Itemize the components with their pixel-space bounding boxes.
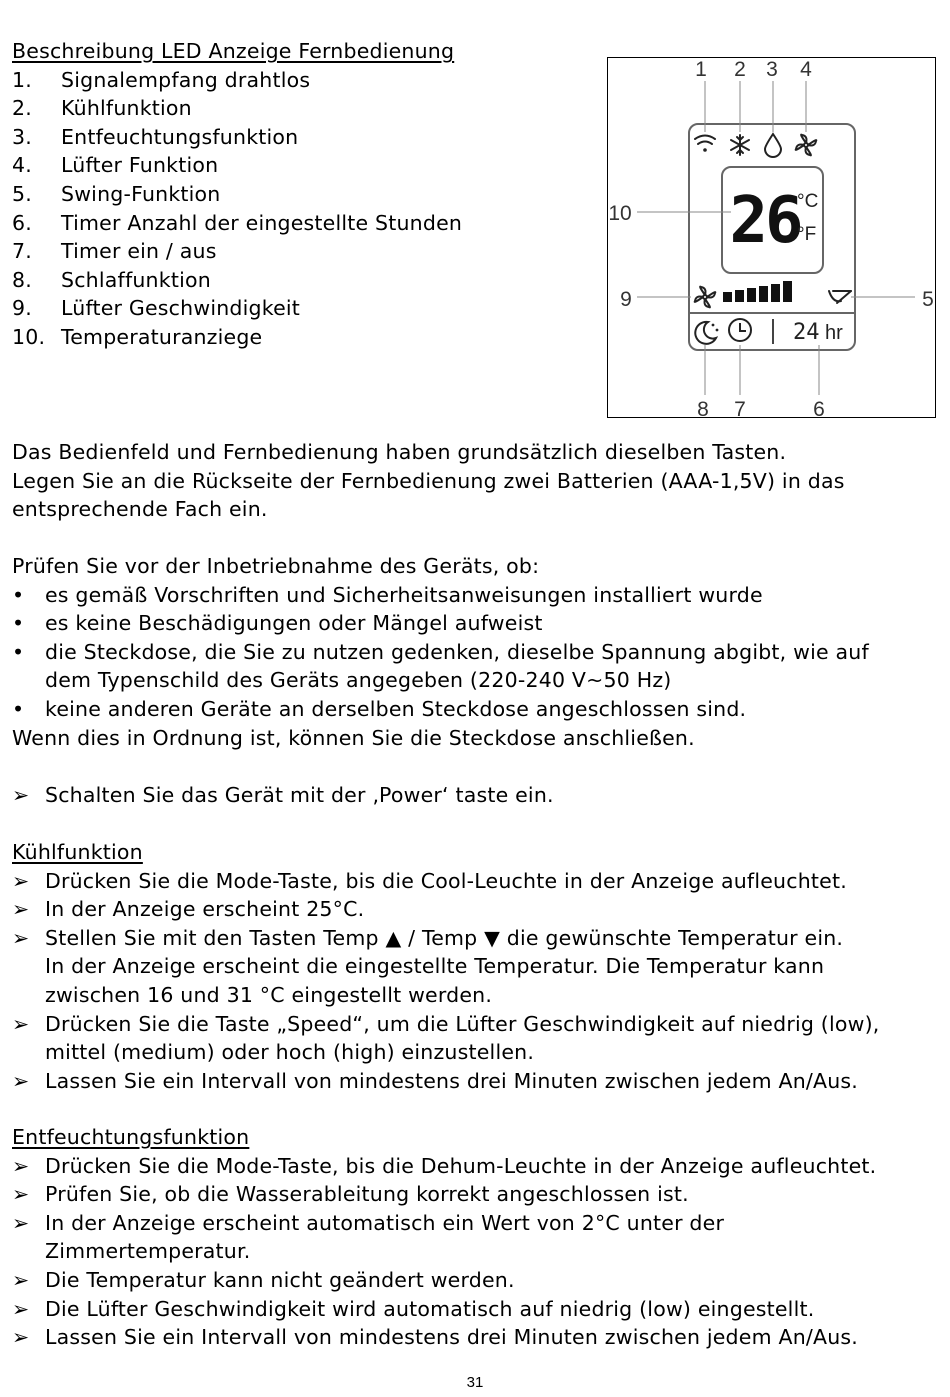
callout-8: 8 xyxy=(697,398,709,418)
checklist-item: • keine anderen Geräte an derselben Steckdose angeschlossen sind. xyxy=(12,695,869,724)
callout-6: 6 xyxy=(813,398,825,418)
temperature-readout: 26 xyxy=(729,184,801,258)
arrow-bullet-icon: ➢ xyxy=(12,1267,30,1292)
bullet-icon: • xyxy=(12,611,25,636)
callout-10: 10 xyxy=(608,202,632,225)
dehum-step: ➢ Die Lüfter Geschwindigkeit wird automatisch auf niedrig (low) eingestellt. xyxy=(12,1295,876,1324)
dehum-step: ➢ In der Anzeige erscheint automatisch ein Wert von 2°C unter der xyxy=(12,1209,876,1238)
cooling-heading: Kühlfunktion xyxy=(12,840,143,864)
callout-2: 2 xyxy=(734,58,746,81)
legend-item: 2. Kühlfunktion xyxy=(12,96,192,121)
arrow-bullet-icon: ➢ xyxy=(12,868,30,893)
checklist-item-continued: dem Typenschild des Geräts angegeben (220-240 V~50 Hz) xyxy=(45,668,672,693)
dehum-section xyxy=(12,1123,876,1352)
checklist-intro: Prüfen Sie vor der Inbetriebnahme des Geräts, ob: xyxy=(12,554,540,578)
legend-item: 10. Temperaturanziege xyxy=(12,324,263,349)
cooling-section xyxy=(12,838,880,1095)
arrow-bullet-icon: ➢ xyxy=(12,1325,30,1350)
legend-section xyxy=(12,37,462,352)
dehum-step: ➢ Prüfen Sie, ob die Wasserableitung korrekt angeschlossen ist. xyxy=(12,1180,876,1209)
legend-heading: Beschreibung LED Anzeige Fernbedienung xyxy=(12,39,455,63)
timer-unit: hr xyxy=(825,322,843,344)
legend-item: 7. Timer ein / aus xyxy=(12,239,217,264)
arrow-bullet-icon: ➢ xyxy=(12,1068,30,1093)
callout-3: 3 xyxy=(766,58,778,81)
bullet-icon: • xyxy=(12,582,25,607)
legend-item: 9. Lüfter Geschwindigkeit xyxy=(12,296,301,321)
cooling-step: ➢ Lassen Sie ein Intervall von mindestens drei Minuten zwischen jedem An/Aus. xyxy=(12,1067,880,1096)
intro-line: entsprechende Fach ein. xyxy=(12,497,268,522)
arrow-bullet-icon: ➢ xyxy=(12,1011,30,1036)
checklist-outro: Wenn dies in Ordnung ist, können Sie die Steckdose anschließen. xyxy=(12,725,695,750)
legend-item: 6. Timer Anzahl der eingestellte Stunden xyxy=(12,210,463,235)
legend-item: 8. Schlaffunktion xyxy=(12,267,211,292)
checklist-section xyxy=(12,552,869,752)
intro-line: Legen Sie an die Rückseite der Fernbedienung zwei Batterien (AAA-1,5V) in das xyxy=(12,468,845,493)
legend-item: 3. Entfeuchtungsfunktion xyxy=(12,124,299,149)
checklist-item: • es keine Beschädigungen oder Mängel aufweist xyxy=(12,609,869,638)
arrow-bullet-icon: ➢ xyxy=(12,1296,30,1321)
cooling-step: ➢ Stellen Sie mit den Tasten Temp ▲ / Temp ▼ die gewünschte Temperatur ein. xyxy=(12,924,880,953)
page-number: 31 xyxy=(466,1374,484,1391)
callout-1: 1 xyxy=(695,58,707,81)
dehum-step-continued: Zimmertemperatur. xyxy=(45,1239,251,1264)
timer-hours: 24 xyxy=(793,320,820,345)
intro-section xyxy=(12,438,845,524)
power-section xyxy=(12,781,554,810)
led-display-diagram xyxy=(607,57,936,418)
arrow-bullet-icon: ➢ xyxy=(12,1182,30,1207)
arrow-bullet-icon: ➢ xyxy=(12,783,30,807)
dehum-heading: Entfeuchtungsfunktion xyxy=(12,1125,250,1149)
unit-fahrenheit: °F xyxy=(797,224,817,245)
unit-celsius: °C xyxy=(797,191,819,212)
legend-item: 4. Lüfter Funktion xyxy=(12,153,219,178)
cooling-step-continued: mittel (medium) oder hoch (high) einzustellen. xyxy=(45,1040,535,1065)
cooling-step-continued: In der Anzeige erscheint die eingestellte Temperatur. Die Temperatur kann xyxy=(45,954,825,979)
cooling-step: ➢ In der Anzeige erscheint 25°C. xyxy=(12,895,880,924)
power-instruction: ➢ Schalten Sie das Gerät mit der ‚Power‘ taste ein. xyxy=(12,781,554,810)
legend-item: 5. Swing-Funktion xyxy=(12,181,221,206)
arrow-bullet-icon: ➢ xyxy=(12,925,30,950)
bullet-icon: • xyxy=(12,696,25,721)
callout-7: 7 xyxy=(734,398,746,418)
callout-4: 4 xyxy=(800,58,812,81)
callout-5: 5 xyxy=(922,288,934,311)
arrow-bullet-icon: ➢ xyxy=(12,897,30,922)
bullet-icon: • xyxy=(12,639,25,664)
dehum-step: ➢ Drücken Sie die Mode-Taste, bis die Dehum-Leuchte in der Anzeige aufleuchtet. xyxy=(12,1152,876,1181)
callout-9: 9 xyxy=(620,288,632,311)
cooling-step: ➢ Drücken Sie die Mode-Taste, bis die Cool-Leuchte in der Anzeige aufleuchtet. xyxy=(12,867,880,896)
cooling-step: ➢ Drücken Sie die Taste „Speed“, um die Lüfter Geschwindigkeit auf niedrig (low), xyxy=(12,1010,880,1039)
checklist-item: • es gemäß Vorschriften und Sicherheitsanweisungen installiert wurde xyxy=(12,581,869,610)
checklist-item: • die Steckdose, die Sie zu nutzen gedenken, dieselbe Spannung abgibt, wie auf xyxy=(12,638,869,667)
arrow-bullet-icon: ➢ xyxy=(12,1210,30,1235)
legend-item: 1. Signalempfang drahtlos xyxy=(12,67,311,92)
dehum-step: ➢ Die Temperatur kann nicht geändert werden. xyxy=(12,1266,876,1295)
intro-line: Das Bedienfeld und Fernbedienung haben grundsätzlich dieselben Tasten. xyxy=(12,440,787,464)
cooling-step-continued: zwischen 16 und 31 °C eingestellt werden. xyxy=(45,982,493,1007)
arrow-bullet-icon: ➢ xyxy=(12,1153,30,1178)
dehum-step: ➢ Lassen Sie ein Intervall von mindestens drei Minuten zwischen jedem An/Aus. xyxy=(12,1323,876,1352)
